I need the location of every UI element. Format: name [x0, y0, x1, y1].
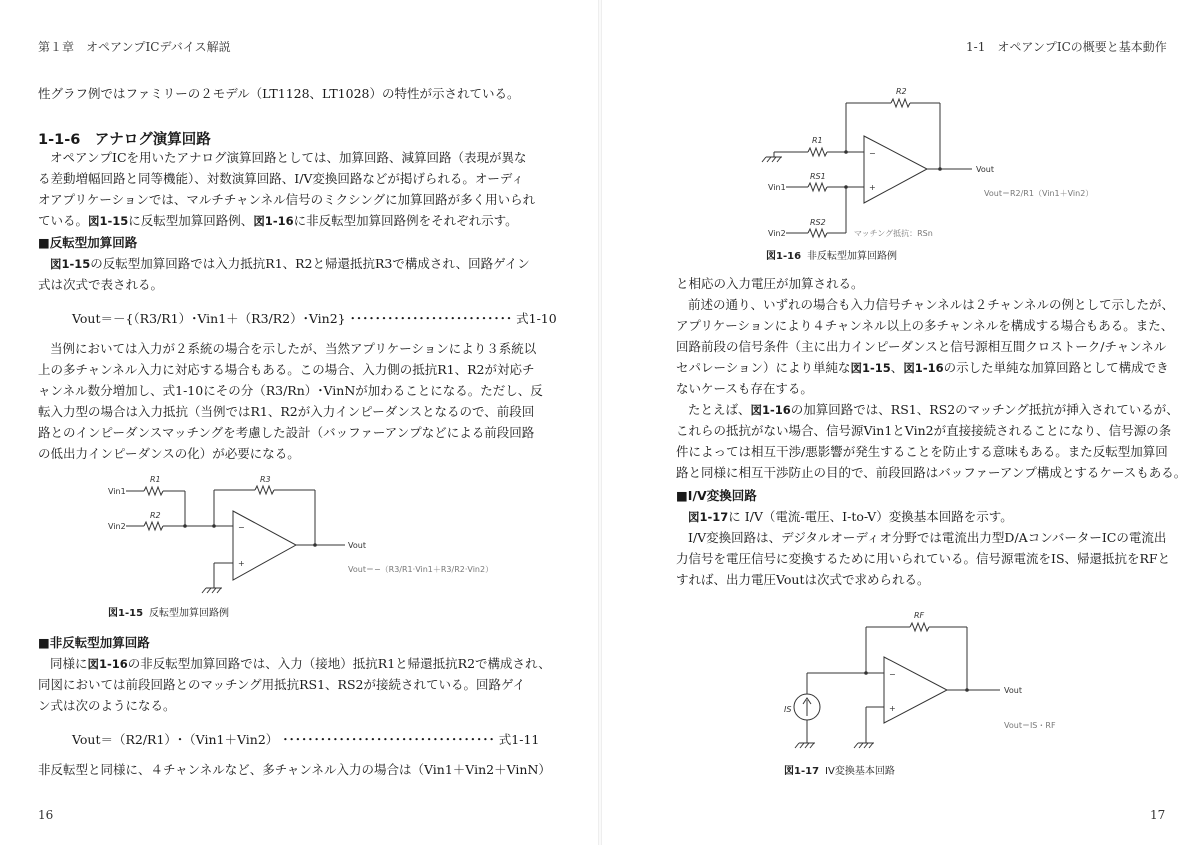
fig16-formula: Vout＝R2/R1（Vin1＋Vin2）	[984, 189, 1094, 198]
fig16-r2-label: R2	[896, 87, 907, 96]
figure-ref[interactable]: 図1-16	[903, 361, 944, 375]
figure-17-caption: 図1-17 IV変換基本回路	[784, 766, 895, 777]
fig16-minus: −	[869, 149, 876, 158]
body-line: 路とのインピーダンスマッチングを考慮した設計（バッファーアンプなどによる前段回路	[38, 425, 535, 440]
equation-1-10: Vout＝－{（R3/R1）･Vin1＋（R3/R2）･Vin2} ･･････････････････････････ 式1-10	[72, 311, 557, 326]
heading-iv: ■I/V変換回路	[676, 488, 757, 503]
body-line: 路と同様に相互干渉防止の目的で、前段回路はバッファーアンプ構成とするケースもある。	[676, 465, 1187, 480]
right-page	[600, 0, 1200, 845]
fig16-vout-label: Vout	[976, 165, 994, 174]
figure-ref[interactable]: 図1-16	[87, 657, 128, 671]
fig17-rf-label: RF	[914, 611, 925, 620]
figure-17-circuit	[600, 0, 1200, 845]
body-line: の低出力インピーダンスの化）が必要になる。	[38, 446, 300, 461]
body-line: 転入力型の場合は入力抵抗（当例ではR1、R2が入力インピーダンスとなるので、前段回	[38, 404, 535, 419]
figure-ref[interactable]: 図1-16	[750, 403, 791, 417]
body-line: 上の多チャンネル入力に対応する場合もある。この場合、入力側の抵抗R1、R2が対応チ	[38, 362, 535, 377]
body-line: 同図においては前段回路とのマッチング用抵抗RS1、RS2が接続されている。回路ゲイ	[38, 677, 526, 692]
fig16-vin1-label: Vin1	[768, 183, 786, 192]
fig15-vin1-label: Vin1	[108, 487, 126, 496]
body-line: オアプリケーションでは、マルチチャンネル信号のミクシングに加算回路が多く用いられ	[38, 192, 536, 207]
heading-inverting: ■反転型加算回路	[38, 235, 138, 250]
section-title: 1-1-6 アナログ演算回路	[38, 132, 211, 148]
fig16-r1-label: R1	[812, 136, 823, 145]
fig17-vout-label: Vout	[1004, 686, 1022, 695]
fig15-vout-label: Vout	[348, 541, 366, 550]
body-line: ャンネル数分増加し、式1-10にその分（R3/Rn）･VinNが加わることになる。ただし、反	[38, 383, 543, 398]
page-number: 16	[38, 808, 54, 822]
chapter-header: 第１章 オペアンプICデバイス解説	[38, 40, 231, 54]
body-line: 当例においては入力が２系統の場合を示したが、当然アプリケーションにより３系統以	[50, 341, 537, 356]
fig16-vin2-label: Vin2	[768, 229, 786, 238]
body-line: ン式は次のようになる。	[38, 698, 176, 713]
body-line: 力信号を電圧信号に変換するために用いられている。信号源電流をIS、帰還抵抗をRFと	[676, 551, 1171, 566]
fig15-r3-label: R3	[260, 475, 271, 484]
fig15-r2-label: R2	[150, 511, 161, 520]
fig15-minus: −	[238, 523, 245, 532]
body-line: 性グラフ例ではファミリーの２モデル（LT1128、LT1028）の特性が示されている。	[38, 86, 520, 101]
body-line: セパレーション）により単純な図1-15、図1-16の示した単純な加算回路として構成でき	[676, 360, 1169, 375]
fig17-plus: +	[889, 704, 896, 713]
body-line: 非反転型と同様に、４チャンネルなど、多チャンネル入力の場合は（Vin1＋Vin2＋VinN）	[38, 762, 551, 777]
body-line: 同様に図1-16の非反転型加算回路では、入力（接地）抵抗R1と帰還抵抗R2で構成され、	[50, 656, 551, 671]
figure-ref[interactable]: 図1-15	[850, 361, 891, 375]
body-line: I/V変換回路は、デジタルオーディオ分野では電流出力型D/AコンバーターICの電流出	[688, 530, 1167, 545]
body-line: る差動増幅回路と同等機能）、対数演算回路、I/V変換回路などが掲げられる。オーディ	[38, 171, 524, 186]
fig17-is-label: IS	[784, 705, 792, 714]
figure-15-caption: 図1-15 反転型加算回路例	[108, 608, 230, 619]
page-number: 17	[1150, 808, 1166, 822]
body-line: と相応の入力電圧が加算される。	[676, 276, 864, 291]
body-line: ている。図1-15に反転型加算回路例、図1-16に非反転型加算回路例をそれぞれ示す。	[38, 213, 518, 228]
body-line: たとえば、図1-16の加算回路では、RS1、RS2のマッチング抵抗が挿入されているが、	[688, 402, 1179, 417]
body-line: 件によっては相互干渉/悪影響が発生することを防止する意味もある。また反転型加算回	[676, 444, 1168, 459]
figure-ref[interactable]: 図1-15	[50, 257, 91, 271]
fig15-formula: Vout＝−（R3/R1·Vin1＋R3/R2·Vin2）	[348, 565, 494, 574]
fig16-rs2-label: RS2	[810, 218, 826, 227]
fig16-rs1-label: RS1	[810, 172, 826, 181]
fig16-plus: +	[869, 183, 876, 192]
fig16-matching-note: マッチング抵抗：RSn	[854, 229, 933, 238]
heading-noninverting: ■非反転型加算回路	[38, 635, 150, 650]
body-line: オペアンプICを用いたアナログ演算回路としては、加算回路、減算回路（表現が異な	[50, 150, 527, 165]
body-line: 式は次式で表される。	[38, 277, 164, 292]
fig17-minus: −	[889, 670, 896, 679]
body-line: アプリケーションにより４チャンネル以上の多チャンネルを構成する場合もある。また、	[676, 318, 1174, 333]
fig17-formula: Vout＝IS・RF	[1004, 721, 1056, 730]
section-header: 1-1 オペアンプICの概要と基本動作	[966, 40, 1167, 54]
equation-1-11: Vout＝（R2/R1）･（Vin1＋Vin2） ･･････････････････････････････････ 式1-11	[72, 732, 540, 747]
figure-ref[interactable]: 図1-17	[688, 510, 729, 524]
body-line: すれば、出力電圧Voutは次式で求められる。	[676, 572, 930, 587]
fig15-vin2-label: Vin2	[108, 522, 126, 531]
figure-16-caption: 図1-16 非反転型加算回路例	[766, 251, 898, 262]
fig15-plus: +	[238, 559, 245, 568]
figure-ref[interactable]: 図1-16	[253, 214, 294, 228]
body-line: これらの抵抗がない場合、信号源Vin1とVin2が直接接続されることになり、信号源の条	[676, 423, 1172, 438]
body-line: 前述の通り、いずれの場合も入力信号チャンネルは２チャンネルの例として示したが、	[688, 297, 1175, 312]
fig15-r1-label: R1	[150, 475, 161, 484]
body-line: ないケースも存在する。	[676, 381, 813, 396]
figure-ref[interactable]: 図1-15	[88, 214, 129, 228]
body-line: 回路前段の信号条件（主に出力インピーダンスと信号源相互間クロストーク/チャンネル	[676, 339, 1167, 354]
body-line: 図1-17に I/V（電流-電圧、I-to-V）変換基本回路を示す。	[688, 509, 1013, 524]
body-line: 図1-15の反転型加算回路では入力抵抗R1、R2と帰還抵抗R3で構成され、回路ゲイン	[50, 256, 530, 271]
